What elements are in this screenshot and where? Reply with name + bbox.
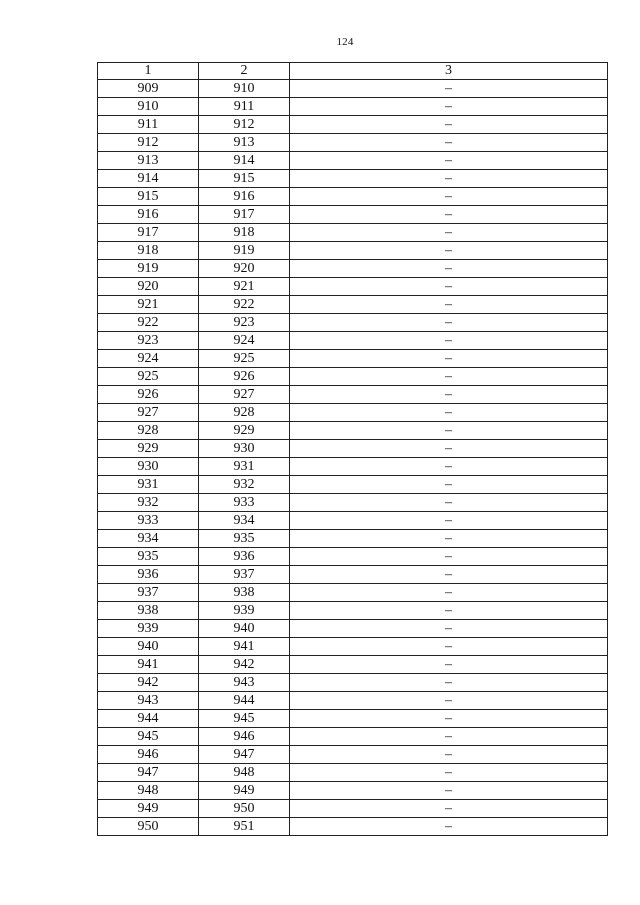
table-row [98, 656, 608, 674]
table-cell: – [290, 296, 608, 314]
table-cell: 947 [199, 746, 290, 764]
table-cell: 931 [199, 458, 290, 476]
table-cell: – [290, 188, 608, 206]
table-cell: 921 [98, 296, 199, 314]
table-cell: 940 [98, 638, 199, 656]
table-row [98, 278, 608, 296]
table-cell: 914 [98, 170, 199, 188]
table-cell: 945 [98, 728, 199, 746]
column-header: 1 [98, 63, 199, 80]
table-cell: 948 [199, 764, 290, 782]
table-row [98, 728, 608, 746]
table-cell: 934 [199, 512, 290, 530]
table-cell: 925 [199, 350, 290, 368]
table-cell: 927 [199, 386, 290, 404]
table-cell: 939 [98, 620, 199, 638]
table-row [98, 494, 608, 512]
table-cell: 911 [199, 98, 290, 116]
table-cell: 920 [199, 260, 290, 278]
table-cell: – [290, 818, 608, 836]
table-cell: – [290, 728, 608, 746]
data-table [97, 62, 608, 836]
table-cell: 936 [199, 548, 290, 566]
table-cell: – [290, 746, 608, 764]
table-row [98, 674, 608, 692]
table-row [98, 98, 608, 116]
table-cell: – [290, 512, 608, 530]
table-row [98, 620, 608, 638]
table-cell: – [290, 692, 608, 710]
table-row [98, 548, 608, 566]
table-cell: – [290, 638, 608, 656]
table-cell: 937 [199, 566, 290, 584]
table-cell: 924 [199, 332, 290, 350]
table-cell: 926 [98, 386, 199, 404]
table-cell: 938 [199, 584, 290, 602]
table-row [98, 350, 608, 368]
table-row [98, 242, 608, 260]
table-cell: 939 [199, 602, 290, 620]
table-cell: – [290, 710, 608, 728]
table-row [98, 746, 608, 764]
table-cell: 909 [98, 80, 199, 98]
table-cell: 919 [98, 260, 199, 278]
table-cell: 934 [98, 530, 199, 548]
table-cell: 932 [98, 494, 199, 512]
table-cell: 932 [199, 476, 290, 494]
table-row [98, 530, 608, 548]
table-cell: – [290, 134, 608, 152]
table-cell: – [290, 152, 608, 170]
table-row [98, 512, 608, 530]
table-row [98, 134, 608, 152]
table-cell: 951 [199, 818, 290, 836]
table-cell: 910 [199, 80, 290, 98]
table-row [98, 206, 608, 224]
table-cell: – [290, 494, 608, 512]
table-cell: 945 [199, 710, 290, 728]
table-cell: 933 [98, 512, 199, 530]
table-cell: 915 [199, 170, 290, 188]
table-cell: 941 [98, 656, 199, 674]
table-cell: 933 [199, 494, 290, 512]
table-cell: 944 [98, 710, 199, 728]
table-cell: 946 [199, 728, 290, 746]
table-cell: 918 [98, 242, 199, 260]
table-row [98, 296, 608, 314]
table-cell: – [290, 404, 608, 422]
table-cell: 949 [98, 800, 199, 818]
table-cell: – [290, 98, 608, 116]
table-cell: 919 [199, 242, 290, 260]
table-cell: 926 [199, 368, 290, 386]
table-cell: – [290, 458, 608, 476]
table-cell: 928 [199, 404, 290, 422]
table-cell: – [290, 620, 608, 638]
table-row [98, 566, 608, 584]
table-row [98, 116, 608, 134]
table-cell: 950 [98, 818, 199, 836]
table-cell: – [290, 224, 608, 242]
table-cell: 940 [199, 620, 290, 638]
table-row [98, 314, 608, 332]
table-row [98, 638, 608, 656]
page-number: 124 [336, 36, 354, 48]
table-cell: 920 [98, 278, 199, 296]
table-cell: – [290, 602, 608, 620]
table-cell: 916 [199, 188, 290, 206]
table-cell: 935 [98, 548, 199, 566]
table-cell: 912 [199, 116, 290, 134]
table-cell: 935 [199, 530, 290, 548]
table-cell: – [290, 548, 608, 566]
table-cell: – [290, 476, 608, 494]
table-row [98, 818, 608, 836]
column-header: 2 [199, 63, 290, 80]
column-header: 3 [290, 63, 608, 80]
table-cell: 937 [98, 584, 199, 602]
table-cell: 921 [199, 278, 290, 296]
table-cell: 917 [98, 224, 199, 242]
table-cell: – [290, 170, 608, 188]
table-cell: 925 [98, 368, 199, 386]
table-cell: – [290, 116, 608, 134]
table-cell: 922 [199, 296, 290, 314]
table-row [98, 170, 608, 188]
table-cell: – [290, 584, 608, 602]
table-row [98, 224, 608, 242]
header-row [98, 63, 608, 80]
table-cell: 942 [98, 674, 199, 692]
table-cell: – [290, 332, 608, 350]
table-row [98, 80, 608, 98]
table-row [98, 476, 608, 494]
table-cell: – [290, 260, 608, 278]
table-cell: 913 [98, 152, 199, 170]
table-row [98, 458, 608, 476]
table-cell: 948 [98, 782, 199, 800]
table-cell: – [290, 782, 608, 800]
table-row [98, 260, 608, 278]
table-cell: 911 [98, 116, 199, 134]
table-cell: 950 [199, 800, 290, 818]
table-cell: – [290, 440, 608, 458]
table-cell: 929 [199, 422, 290, 440]
table-cell: – [290, 80, 608, 98]
table-cell: 942 [199, 656, 290, 674]
table-row [98, 602, 608, 620]
table-cell: 916 [98, 206, 199, 224]
table-row [98, 368, 608, 386]
table-row [98, 422, 608, 440]
table-cell: 943 [98, 692, 199, 710]
table-header [98, 63, 608, 80]
table-cell: 912 [98, 134, 199, 152]
table-body [98, 80, 608, 836]
table-row [98, 152, 608, 170]
table-row [98, 386, 608, 404]
table-cell: 910 [98, 98, 199, 116]
table-cell: 918 [199, 224, 290, 242]
table-cell: 917 [199, 206, 290, 224]
table-cell: 927 [98, 404, 199, 422]
table-cell: 928 [98, 422, 199, 440]
table-row [98, 404, 608, 422]
table-cell: – [290, 530, 608, 548]
table-row [98, 584, 608, 602]
table-cell: – [290, 422, 608, 440]
table-cell: 924 [98, 350, 199, 368]
table-row [98, 332, 608, 350]
table-cell: – [290, 800, 608, 818]
table-cell: 930 [98, 458, 199, 476]
table-row [98, 440, 608, 458]
table-cell: 943 [199, 674, 290, 692]
table-cell: – [290, 764, 608, 782]
table-cell: – [290, 350, 608, 368]
table-cell: 931 [98, 476, 199, 494]
table-cell: 949 [199, 782, 290, 800]
table-row [98, 710, 608, 728]
table-cell: 914 [199, 152, 290, 170]
table-cell: – [290, 242, 608, 260]
table-cell: 923 [98, 332, 199, 350]
table-row [98, 188, 608, 206]
table-cell: – [290, 386, 608, 404]
table-cell: – [290, 206, 608, 224]
table-cell: 913 [199, 134, 290, 152]
table-row [98, 782, 608, 800]
table-cell: 922 [98, 314, 199, 332]
table-cell: 944 [199, 692, 290, 710]
table-cell: – [290, 314, 608, 332]
table-cell: 947 [98, 764, 199, 782]
table-row [98, 692, 608, 710]
table-cell: 941 [199, 638, 290, 656]
table-cell: – [290, 674, 608, 692]
table-cell: 938 [98, 602, 199, 620]
table-cell: 915 [98, 188, 199, 206]
table-cell: – [290, 566, 608, 584]
table-cell: 930 [199, 440, 290, 458]
table-cell: – [290, 278, 608, 296]
table-cell: 923 [199, 314, 290, 332]
table-cell: 936 [98, 566, 199, 584]
table-cell: – [290, 368, 608, 386]
table-cell: 929 [98, 440, 199, 458]
table-cell: – [290, 656, 608, 674]
table-row [98, 764, 608, 782]
table-row [98, 800, 608, 818]
table-cell: 946 [98, 746, 199, 764]
